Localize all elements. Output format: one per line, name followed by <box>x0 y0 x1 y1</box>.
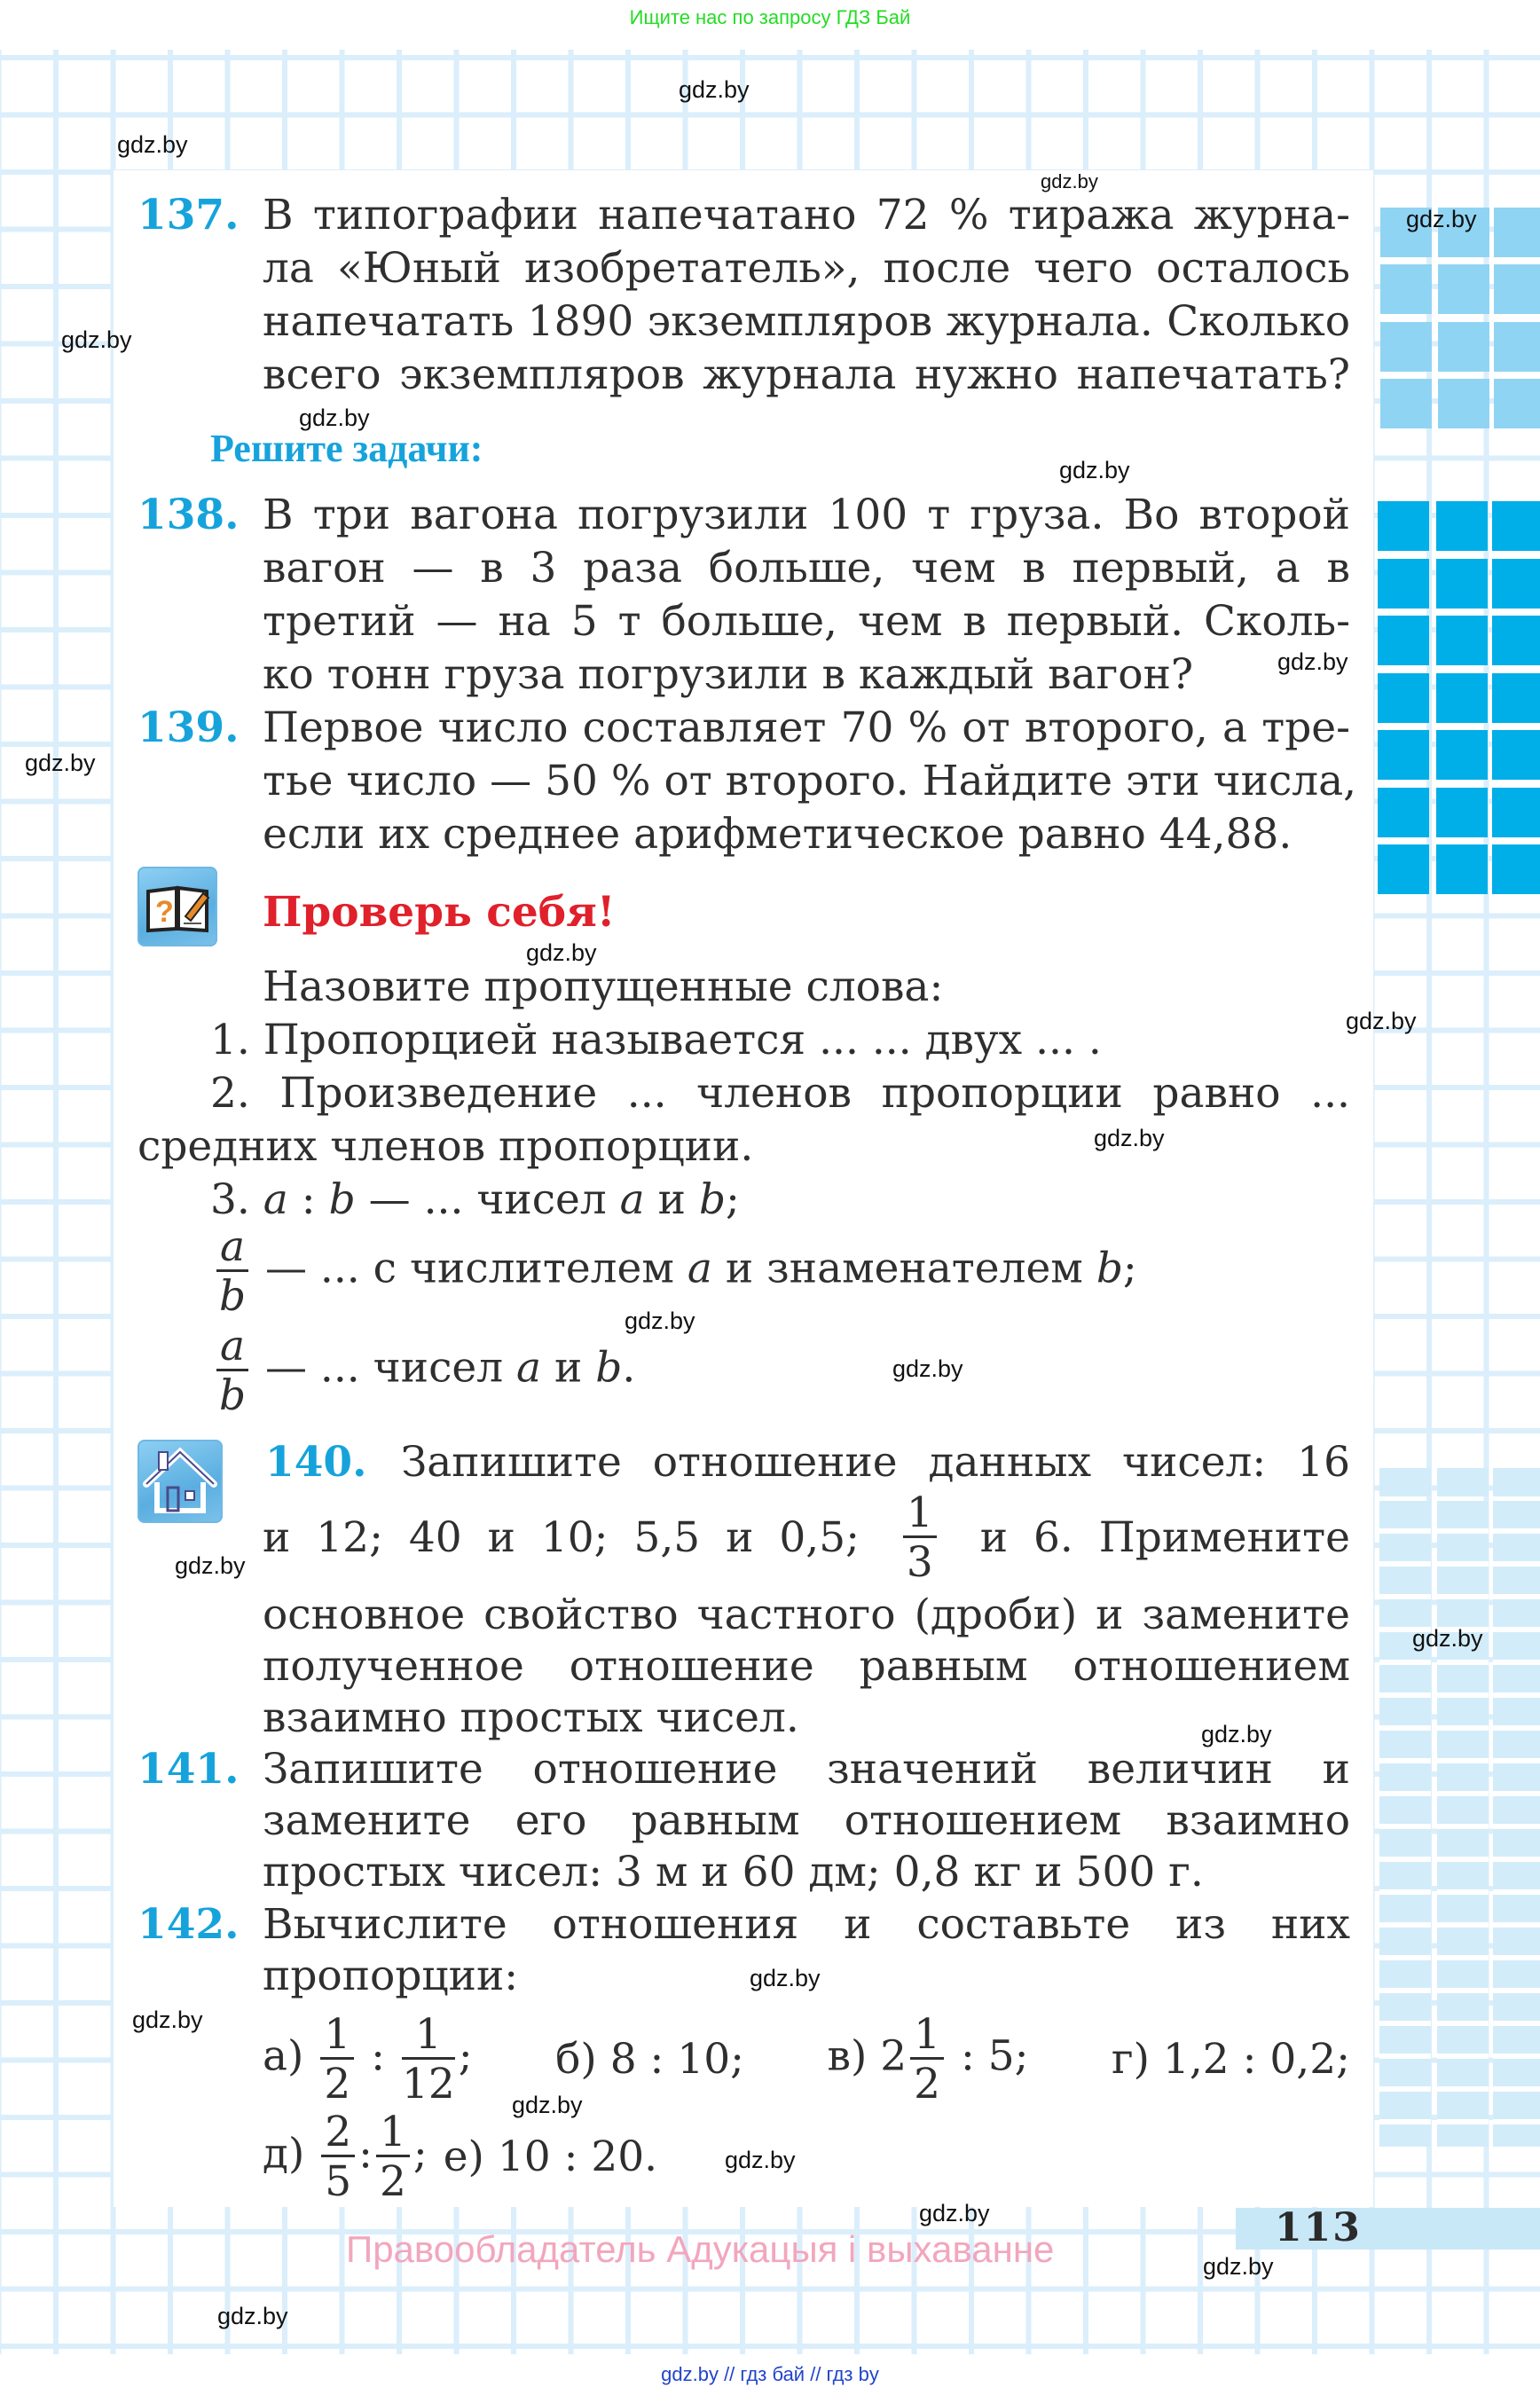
decor-block <box>1436 501 1488 551</box>
check-yourself-title: Проверь себя! <box>263 888 616 937</box>
decor-block <box>1436 673 1488 723</box>
text: и знаменателем <box>725 1244 1083 1293</box>
decor-block <box>1493 1468 1540 1496</box>
decor-block <box>1494 264 1540 314</box>
decor-block <box>1492 501 1540 551</box>
decor-block <box>1492 788 1540 837</box>
page-number: 113 <box>1275 2205 1362 2250</box>
decor-block <box>1378 673 1429 723</box>
decor-block <box>1494 208 1540 257</box>
watermark: gdz.by <box>1201 1721 1272 1747</box>
problem-number-139: 139. <box>138 703 240 752</box>
decor-block <box>1378 730 1429 780</box>
problem-137-line: ла «Юный изобретатель», после чего осталось <box>263 244 1350 293</box>
problem-140-line: основное свойство частного (дроби) и замените <box>263 1590 1350 1639</box>
decor-block <box>1436 788 1488 837</box>
problem-number-142: 142. <box>138 1900 240 1949</box>
decor-block-column <box>1437 1501 1489 2147</box>
item-g: г) 1,2 : 0,2; <box>1112 2035 1350 2084</box>
problem-139-line: тье число — 50 % от второго. Найдите эти числа, <box>263 757 1357 805</box>
decor-block <box>1380 379 1432 428</box>
problem-138-line: третий — на 5 т больше, чем в первый. Сколь- <box>263 597 1350 646</box>
problem-138-line: вагон — в 3 раза больше, чем в первый, а в <box>263 544 1350 593</box>
decor-block <box>1492 673 1540 723</box>
decor-block-column <box>1379 1501 1431 2147</box>
watermark: gdz.by <box>1203 2253 1274 2280</box>
check-item-2-continued: средних членов пропорции. <box>138 1122 754 1171</box>
check-intro: Назовите пропущенные слова: <box>263 962 944 1011</box>
colon: : <box>301 1175 316 1224</box>
watermark: gdz.by <box>25 750 96 776</box>
decor-block <box>1438 322 1489 372</box>
watermark: gdz.by <box>725 2147 796 2173</box>
watermark: gdz.by <box>175 1552 246 1579</box>
fraction-a-b: $\frac{a}{b}$ <box>216 1325 248 1417</box>
var-b: b <box>1096 1244 1123 1293</box>
watermark: gdz.by <box>1406 206 1477 232</box>
problem-138-line: В три вагона погрузили 100 т груза. Во второй <box>263 491 1350 539</box>
problem-141-line: простых чисел: 3 м и 60 дм; 0,8 кг и 500 г. <box>263 1848 1204 1896</box>
item-e: е) 10 : 20. <box>443 2132 658 2181</box>
top-banner: Ищите нас по запросу ГДЗ Бай <box>629 6 911 28</box>
decor-block <box>1494 379 1540 428</box>
decor-block <box>1492 616 1540 665</box>
watermark: gdz.by <box>1412 1625 1483 1652</box>
watermark: gdz.by <box>1346 1008 1417 1034</box>
watermark: gdz.by <box>625 1308 695 1334</box>
var-a: a <box>687 1244 712 1293</box>
item-d: д) $\frac{2}{5}$ : $\frac{1}{2}$ ; <box>263 2108 428 2206</box>
problem-140-line: взаимно простых чисел. <box>263 1693 799 1742</box>
watermark: gdz.by <box>299 404 370 431</box>
var-b: b <box>698 1175 727 1224</box>
decor-block <box>1379 1468 1431 1496</box>
item-number: 3. <box>210 1175 250 1224</box>
decor-block <box>1436 730 1488 780</box>
decor-block <box>1492 730 1540 780</box>
var-b: b <box>595 1343 623 1393</box>
decor-block <box>1378 559 1429 609</box>
problem-139-line: если их среднее арифметическое равно 44,88. <box>263 810 1292 859</box>
watermark: gdz.by <box>919 2200 990 2226</box>
fraction-a-b: $\frac{a}{b}$ <box>216 1226 248 1317</box>
check-item-2: 2. Произведение ... членов пропорции равно ... <box>210 1069 1350 1118</box>
problem-138-line: ко тонн груза погрузили в каждый вагон? <box>263 650 1194 699</box>
problem-139-line: Первое число составляет 70 % от второго, а тре- <box>263 703 1350 752</box>
problem-number-141: 141. <box>138 1745 240 1794</box>
punct: ; <box>726 1175 740 1224</box>
decor-block <box>1436 844 1488 894</box>
item-v: в) 2 $\frac{1}{2}$ : 5; <box>827 2010 1029 2109</box>
watermark: gdz.by <box>526 939 597 966</box>
watermark: gdz.by <box>1041 170 1098 192</box>
text: и <box>554 1343 583 1393</box>
problem-141-line: замените его равным отношением взаимно <box>263 1796 1350 1845</box>
decor-block-column <box>1493 1501 1540 2147</box>
bottom-banner: gdz.by // гдз бай // гдз by <box>661 2363 879 2385</box>
punct: . <box>622 1343 636 1393</box>
problem-141-line: Запишите отношение значений величин и <box>263 1745 1350 1794</box>
decor-block <box>1436 616 1488 665</box>
decor-block <box>1438 379 1489 428</box>
item-a: а) $\frac{1}{2}$ : $\frac{1}{12}$ ; <box>263 2010 473 2109</box>
svg-text:?: ? <box>155 895 174 929</box>
copyright-notice: Правообладатель Адукацыя і выхаванне <box>346 2228 1055 2270</box>
text: и <box>657 1175 686 1224</box>
section-title: Решите задачи: <box>210 427 483 470</box>
problem-142-line: пропорции: <box>263 1951 519 2000</box>
home-icon <box>138 1440 223 1523</box>
decor-block <box>1437 1468 1489 1496</box>
decor-block <box>1494 322 1540 372</box>
problem-137-line: В типографии напечатано 72 % тиража журна- <box>263 191 1350 240</box>
decor-block <box>1380 322 1432 372</box>
check-item-3 <box>210 1175 740 1224</box>
decor-block <box>1378 788 1429 837</box>
check-item-1: 1. Пропорцией называется ... ... двух ... . <box>210 1016 1102 1064</box>
decor-block <box>1492 844 1540 894</box>
problem-142-line: Вычислите отношения и составьте из них <box>263 1900 1350 1949</box>
watermark: gdz.by <box>1277 648 1348 675</box>
text: и 6. Примените <box>979 1513 1350 1562</box>
decor-block <box>1438 264 1489 314</box>
watermark: gdz.by <box>750 1965 821 1991</box>
problem-142-items-row-1 <box>263 2010 1350 2109</box>
var-a: a <box>619 1175 645 1224</box>
item-b: б) 8 : 10; <box>555 2035 744 2084</box>
var-a: a <box>263 1175 288 1224</box>
watermark: gdz.by <box>679 76 750 103</box>
problem-142-items-row-2 <box>263 2108 658 2206</box>
problem-137-line: напечатать 1890 экземпляров журнала. Сколько <box>263 297 1350 346</box>
text: — ... с числителем <box>264 1244 674 1293</box>
watermark: gdz.by <box>61 326 132 353</box>
watermark: gdz.by <box>117 131 188 158</box>
text: — ... чисел <box>264 1343 504 1393</box>
problem-number-138: 138. <box>138 491 240 539</box>
book-question-pencil-icon <box>138 867 217 946</box>
check-item-fraction-line-2 <box>213 1322 636 1420</box>
problem-140-line: полученное отношение равным отношением <box>263 1642 1350 1691</box>
var-a: a <box>516 1343 542 1393</box>
punct: ; <box>1122 1244 1137 1293</box>
decor-block <box>1378 501 1429 551</box>
text: — ... чисел <box>368 1175 607 1224</box>
var-b: b <box>328 1175 356 1224</box>
watermark: gdz.by <box>1094 1125 1165 1151</box>
decor-block <box>1378 616 1429 665</box>
decor-block <box>1492 559 1540 609</box>
watermark: gdz.by <box>1059 457 1130 483</box>
decor-block <box>1436 559 1488 609</box>
text: и 12; 40 и 10; 5,5 и 0,5; <box>263 1513 860 1562</box>
watermark: gdz.by <box>892 1355 963 1382</box>
watermark: gdz.by <box>132 2006 203 2033</box>
problem-number-137: 137. <box>138 191 240 240</box>
problem-number-140: 140. <box>265 1438 367 1487</box>
watermark: gdz.by <box>217 2303 288 2329</box>
problem-140-line: Запишите отношение данных чисел: 16 <box>401 1438 1350 1487</box>
problem-137-line: всего экземпляров журнала нужно напечатать? <box>263 350 1350 399</box>
fraction-1-3: $\frac{1}{3}$ <box>903 1492 937 1583</box>
watermark: gdz.by <box>512 2092 583 2118</box>
decor-block <box>1380 264 1432 314</box>
decor-block <box>1378 844 1429 894</box>
problem-140-line-2 <box>263 1488 1350 1587</box>
